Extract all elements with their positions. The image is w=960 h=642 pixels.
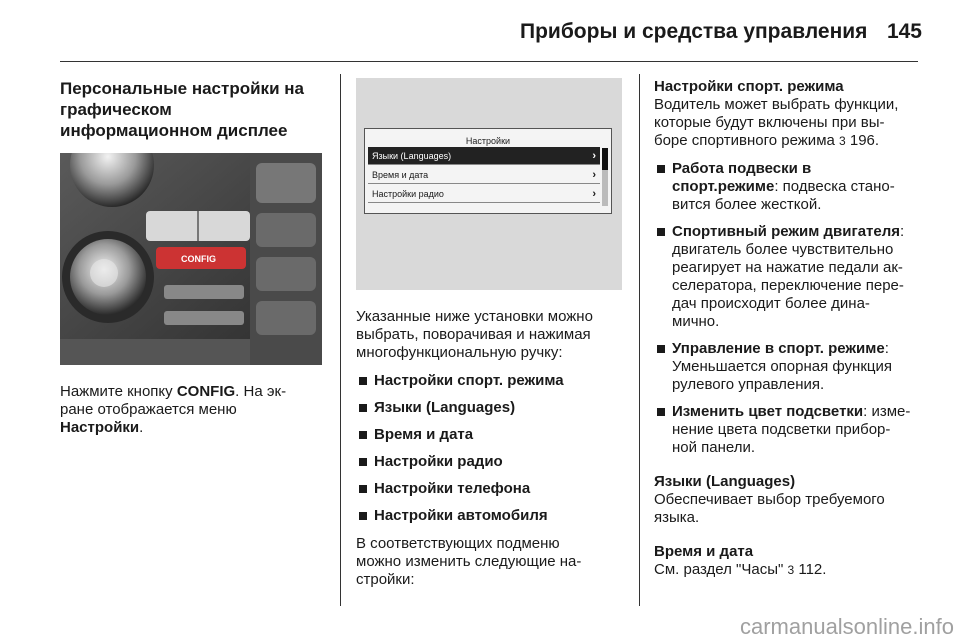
settings-screen-photo	[356, 78, 622, 290]
section-title-line: Персональные настройки на	[60, 79, 304, 98]
text-line: Водитель может выбрать функции,	[654, 96, 899, 113]
sport-options-list	[654, 160, 926, 457]
page-reference: 196.	[849, 132, 880, 149]
text-line: стройки:	[356, 571, 415, 588]
screen-menu-item	[368, 147, 600, 165]
time-date-heading: Время и дата	[654, 543, 754, 560]
option-term: спорт.режиме	[672, 178, 775, 195]
screen-menu-item-label: Языки (Languages)	[372, 151, 452, 161]
settings-term: Настройки	[60, 419, 140, 436]
list-item: Настройки спорт. режима	[356, 372, 624, 390]
running-header-title: Приборы и средства управления	[520, 20, 868, 43]
option-description: дач происходит более дина-	[672, 295, 870, 312]
languages-description	[654, 491, 926, 527]
text-line: выбрать, поворачивая и нажимая	[356, 326, 591, 343]
text-line: которые будут включены при вы-	[654, 114, 885, 131]
page-reference: 112.	[798, 561, 827, 578]
column-divider-1	[340, 74, 341, 606]
option-description: нение цвета подсветки прибор-	[672, 421, 891, 438]
option-description: Уменьшается опорная функция	[672, 358, 892, 375]
settings-menu-screen	[364, 128, 612, 214]
chevron-right-icon: ›	[592, 150, 596, 162]
list-item	[654, 160, 926, 214]
screen-scrollbar	[602, 148, 608, 206]
text-run: Нажмите кнопку	[60, 383, 177, 400]
scrollbar-thumb	[602, 148, 608, 170]
option-term: Работа подвески в	[672, 160, 812, 177]
list-item: Настройки радио	[356, 453, 624, 471]
screen-menu-item	[368, 166, 600, 184]
sport-settings-description	[654, 96, 926, 150]
section-title-line: информационном дисплее	[60, 121, 288, 140]
option-description: :	[884, 340, 889, 357]
option-term: Спортивный режим двигателя	[672, 223, 901, 240]
chevron-right-icon: ›	[592, 188, 596, 200]
column-2	[356, 78, 624, 599]
option-description: рулевого управления.	[672, 376, 825, 393]
list-item	[654, 403, 926, 457]
column-divider-2	[639, 74, 640, 606]
section-title	[60, 78, 325, 141]
header-rule	[60, 61, 918, 62]
option-description: селератора, переключение пере-	[672, 277, 904, 294]
option-description: реагирует на нажатие педали ак-	[672, 259, 903, 276]
option-term: Управление в спорт. режиме	[672, 340, 885, 357]
list-item: Языки (Languages)	[356, 399, 624, 417]
page-reference-arrow-icon: 3	[839, 134, 846, 148]
list-item: Настройки телефона	[356, 480, 624, 498]
text-line: можно изменить следующие на-	[356, 553, 582, 570]
section-title-line: графическом	[60, 100, 172, 119]
option-description: : изме-	[863, 403, 911, 420]
page-number: 145	[886, 20, 922, 43]
dashboard-photo-illustration	[60, 153, 322, 365]
watermark: carmanualsonline.info	[739, 614, 954, 639]
menu-intro	[356, 308, 624, 362]
screen-menu-item-label: Настройки радио	[372, 189, 444, 199]
text-line: Обеспечивает выбор требуемого	[654, 491, 885, 508]
chevron-right-icon: ›	[592, 169, 596, 181]
screen-menu-item-label: Время и дата	[372, 170, 429, 180]
languages-heading: Языки (Languages)	[654, 473, 796, 490]
screen-menu-title: Настройки	[465, 136, 511, 146]
text-run: См. раздел "Часы"	[654, 561, 788, 578]
config-term: CONFIG	[176, 383, 236, 400]
list-item: Время и дата	[356, 426, 624, 444]
text-run: ране отображается меню	[60, 401, 237, 418]
text-line: В соответствующих подменю	[356, 535, 560, 552]
text-line: языка.	[654, 509, 700, 526]
time-date-description	[654, 561, 926, 579]
photo-config-label: CONFIG	[181, 254, 216, 264]
text-line: Указанные ниже установки можно	[356, 308, 593, 325]
column-1	[60, 78, 325, 447]
option-description: : подвеска стано-	[774, 178, 895, 195]
list-item: Настройки автомобиля	[356, 507, 624, 525]
submenu-note	[356, 535, 624, 589]
settings-menu-list	[356, 372, 624, 525]
list-item	[654, 340, 926, 394]
page-reference-arrow-icon: 3	[787, 563, 795, 577]
option-description: двигатель более чувствительно	[672, 241, 894, 258]
config-instruction	[60, 383, 325, 437]
column-3	[654, 78, 926, 589]
list-item	[654, 223, 926, 331]
screen-menu-item	[368, 185, 600, 203]
text-line: боре спортивного режима	[654, 132, 840, 149]
sport-settings-heading: Настройки спорт. режима	[654, 78, 844, 95]
config-button-photo	[60, 153, 322, 365]
option-description: мично.	[672, 313, 720, 330]
option-description: вится более жесткой.	[672, 196, 822, 213]
text-line: многофункциональную ручку:	[356, 344, 563, 361]
option-term: Изменить цвет подсветки	[672, 403, 864, 420]
text-run: . На эк-	[235, 383, 287, 400]
text-run: .	[139, 419, 144, 436]
option-description: ной панели.	[672, 439, 756, 456]
option-description: :	[900, 223, 905, 240]
